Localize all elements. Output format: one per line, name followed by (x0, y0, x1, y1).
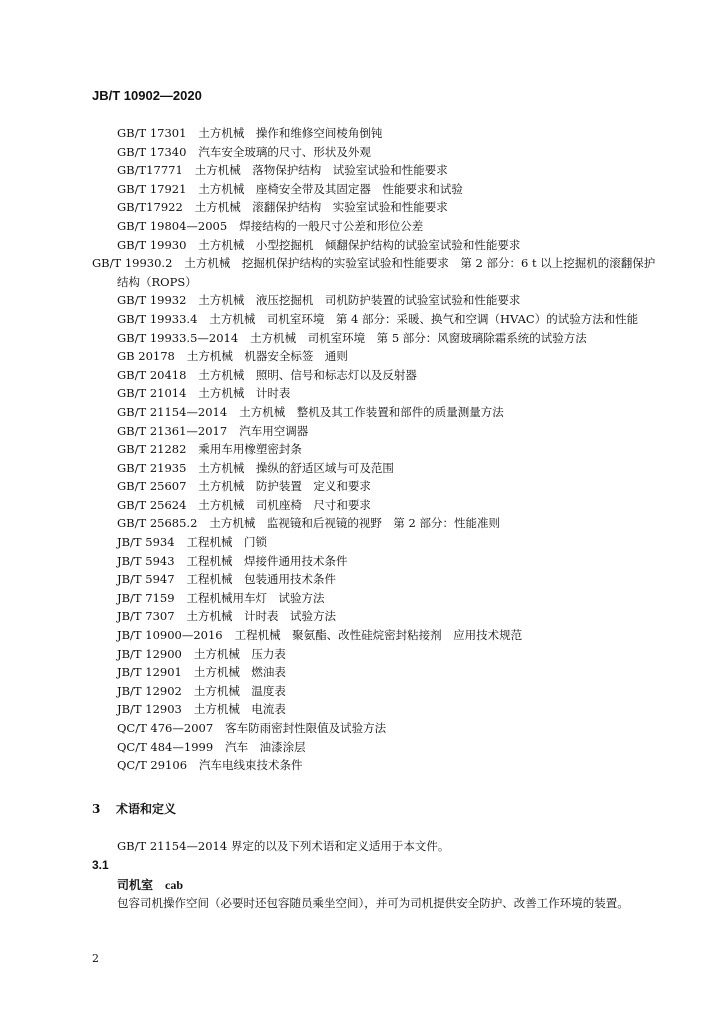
reference-code: JB/T 7159 (117, 590, 175, 605)
reference-item (117, 440, 662, 459)
reference-item (117, 645, 662, 664)
reference-code: GB/T 21154—2014 (117, 404, 228, 419)
reference-title: 土方机械 机器安全标签 通则 (186, 349, 348, 364)
reference-code: GB/T 17921 (117, 181, 187, 196)
reference-item (117, 366, 662, 385)
reference-code: JB/T 5943 (117, 553, 175, 568)
reference-code: JB/T 5947 (117, 572, 175, 587)
reference-code: GB/T 19933.4 (117, 311, 198, 326)
reference-title: 土方机械 小型挖掘机 倾翻保护结构的试验室试验和性能要求 (198, 237, 521, 252)
reference-title: 土方机械 整机及其工作装置和部件的质量测量方法 (239, 404, 504, 419)
reference-title: 工程机械 包装通用技术条件 (186, 572, 337, 587)
reference-code: JB/T 7307 (117, 609, 175, 624)
reference-title: 土方机械 滚翻保护结构 实验室试验和性能要求 (194, 200, 448, 215)
reference-title: 土方机械 计时表 试验方法 (186, 609, 337, 624)
reference-item (117, 477, 662, 496)
reference-item (117, 663, 662, 682)
document-number-header: JB/T 10902—2020 (92, 88, 202, 103)
reference-item (117, 533, 662, 552)
reference-code: GB/T17922 (117, 200, 183, 215)
reference-item (117, 403, 662, 422)
term-definition: 包容司机操作空间（必要时还包容随员乘坐空间），并可为司机提供安全防护、改善工作环境的装置。 (117, 896, 629, 910)
reference-code: JB/T 10900—2016 (117, 628, 223, 643)
reference-item (117, 291, 662, 310)
reference-item (92, 254, 662, 291)
reference-title: 工程机械 门锁 (186, 535, 268, 550)
reference-item (117, 198, 662, 217)
reference-item (117, 161, 662, 180)
reference-code: GB/T 21014 (117, 386, 187, 401)
reference-item (117, 514, 662, 533)
reference-title: 土方机械 液压挖掘机 司机防护装置的试验室试验和性能要求 (198, 293, 521, 308)
reference-code: QC/T 476—2007 (117, 721, 214, 735)
reference-item (117, 124, 662, 143)
reference-code: JB/T 12902 (117, 683, 182, 698)
reference-item (117, 384, 662, 403)
term-entry (117, 876, 183, 893)
reference-title: 客车防雨密封性限值及试验方法 (225, 721, 387, 735)
reference-code: JB/T 12900 (117, 646, 182, 661)
reference-item (117, 552, 662, 571)
reference-code: GB/T 19933.5—2014 (117, 330, 239, 345)
reference-title: 土方机械 司机室环境 第 4 部分：采暖、换气和空调（HVAC）的试验方法和性能 (209, 311, 639, 326)
reference-code: JB/T 5934 (117, 535, 175, 550)
reference-title: 土方机械 司机室环境 第 5 部分：风窗玻璃除霜系统的试验方法 (250, 330, 587, 345)
reference-code: GB/T 19930.2 (92, 256, 173, 271)
reference-item (117, 459, 662, 478)
clause-number: 3.1 (92, 858, 109, 872)
reference-item (117, 700, 662, 719)
reference-item (117, 329, 662, 348)
reference-code: GB/T 25685.2 (117, 516, 198, 531)
reference-title: 土方机械 操作和维修空间棱角倒钝 (198, 126, 383, 140)
reference-title: 土方机械 挖掘机保护结构的实验室试验和性能要求 第 2 部分：6 t 以上挖掘机的滚翻保护结构（ROPS） (117, 256, 656, 289)
reference-title: 汽车安全玻璃的尺寸、形状及外观 (198, 144, 371, 159)
reference-item (117, 682, 662, 701)
reference-code: JB/T 12901 (117, 665, 182, 680)
normative-references-list (92, 124, 662, 775)
reference-title: 工程机械 焊接件通用技术条件 (186, 553, 348, 568)
section-intro-paragraph: GB/T 21154—2014 界定的以及下列术语和定义适用于本文件。 (117, 839, 450, 853)
reference-code: GB/T17771 (117, 163, 183, 178)
reference-title: 焊接结构的一般尺寸公差和形位公差 (239, 218, 424, 233)
reference-item (117, 236, 662, 255)
reference-code: GB/T 25624 (117, 497, 187, 512)
reference-item (117, 347, 662, 366)
reference-item (117, 422, 662, 441)
reference-item (117, 589, 662, 608)
reference-title: 工程机械用车灯 试验方法 (186, 590, 325, 605)
reference-item (117, 310, 662, 329)
section-title: 术语和定义 (116, 802, 177, 816)
reference-title: 汽车用空调器 (239, 423, 309, 438)
section-heading (92, 800, 176, 817)
reference-item (117, 180, 662, 199)
section-number: 3 (92, 802, 101, 816)
reference-code: GB/T 25607 (117, 479, 187, 494)
reference-code: JB/T 12903 (117, 702, 182, 717)
reference-title: 土方机械 防护装置 定义和要求 (198, 479, 371, 494)
reference-item (117, 570, 662, 589)
reference-code: GB 20178 (117, 349, 175, 364)
reference-title: 土方机械 温度表 (193, 683, 286, 698)
reference-code: GB/T 21935 (117, 460, 187, 475)
reference-title: 土方机械 压力表 (193, 646, 286, 661)
reference-title: 土方机械 司机座椅 尺寸和要求 (198, 497, 371, 512)
reference-code: QC/T 29106 (117, 758, 188, 773)
page-number: 2 (92, 952, 99, 965)
reference-title: 土方机械 燃油表 (193, 665, 286, 680)
reference-title: 土方机械 电流表 (193, 702, 286, 717)
reference-title: 土方机械 计时表 (198, 386, 291, 401)
reference-item (117, 217, 662, 236)
reference-title: 汽车电线束技术条件 (199, 758, 303, 773)
reference-code: GB/T 21361—2017 (117, 423, 228, 438)
reference-code: QC/T 484—1999 (117, 739, 214, 754)
reference-item (117, 738, 662, 757)
reference-code: GB/T 21282 (117, 442, 187, 457)
reference-code: GB/T 19930 (117, 237, 187, 252)
reference-code: GB/T 17340 (117, 144, 187, 159)
reference-title: 土方机械 座椅安全带及其固定器 性能要求和试验 (198, 181, 463, 196)
reference-item (117, 626, 662, 645)
reference-title: 土方机械 操纵的舒适区域与可及范围 (198, 460, 394, 475)
reference-title: 土方机械 落物保护结构 试验室试验和性能要求 (194, 163, 448, 178)
reference-title: 土方机械 监视镜和后视镜的视野 第 2 部分：性能准则 (209, 516, 501, 531)
term-chinese: 司机室 (117, 878, 154, 892)
reference-code: GB/T 19804—2005 (117, 218, 228, 233)
reference-code: GB/T 20418 (117, 367, 187, 382)
reference-item (117, 607, 662, 626)
reference-item (117, 143, 662, 162)
reference-item (117, 719, 662, 738)
reference-code: GB/T 17301 (117, 126, 187, 140)
reference-title: 乘用车用橡塑密封条 (198, 442, 302, 457)
reference-code: GB/T 19932 (117, 293, 187, 308)
reference-item (117, 496, 662, 515)
reference-title: 土方机械 照明、信号和标志灯以及反射器 (198, 367, 417, 382)
term-english: cab (165, 878, 184, 892)
reference-item (117, 756, 662, 775)
reference-title: 工程机械 聚氨酯、改性硅烷密封粘接剂 应用技术规范 (234, 628, 523, 643)
reference-title: 汽车 油漆涂层 (225, 739, 306, 754)
